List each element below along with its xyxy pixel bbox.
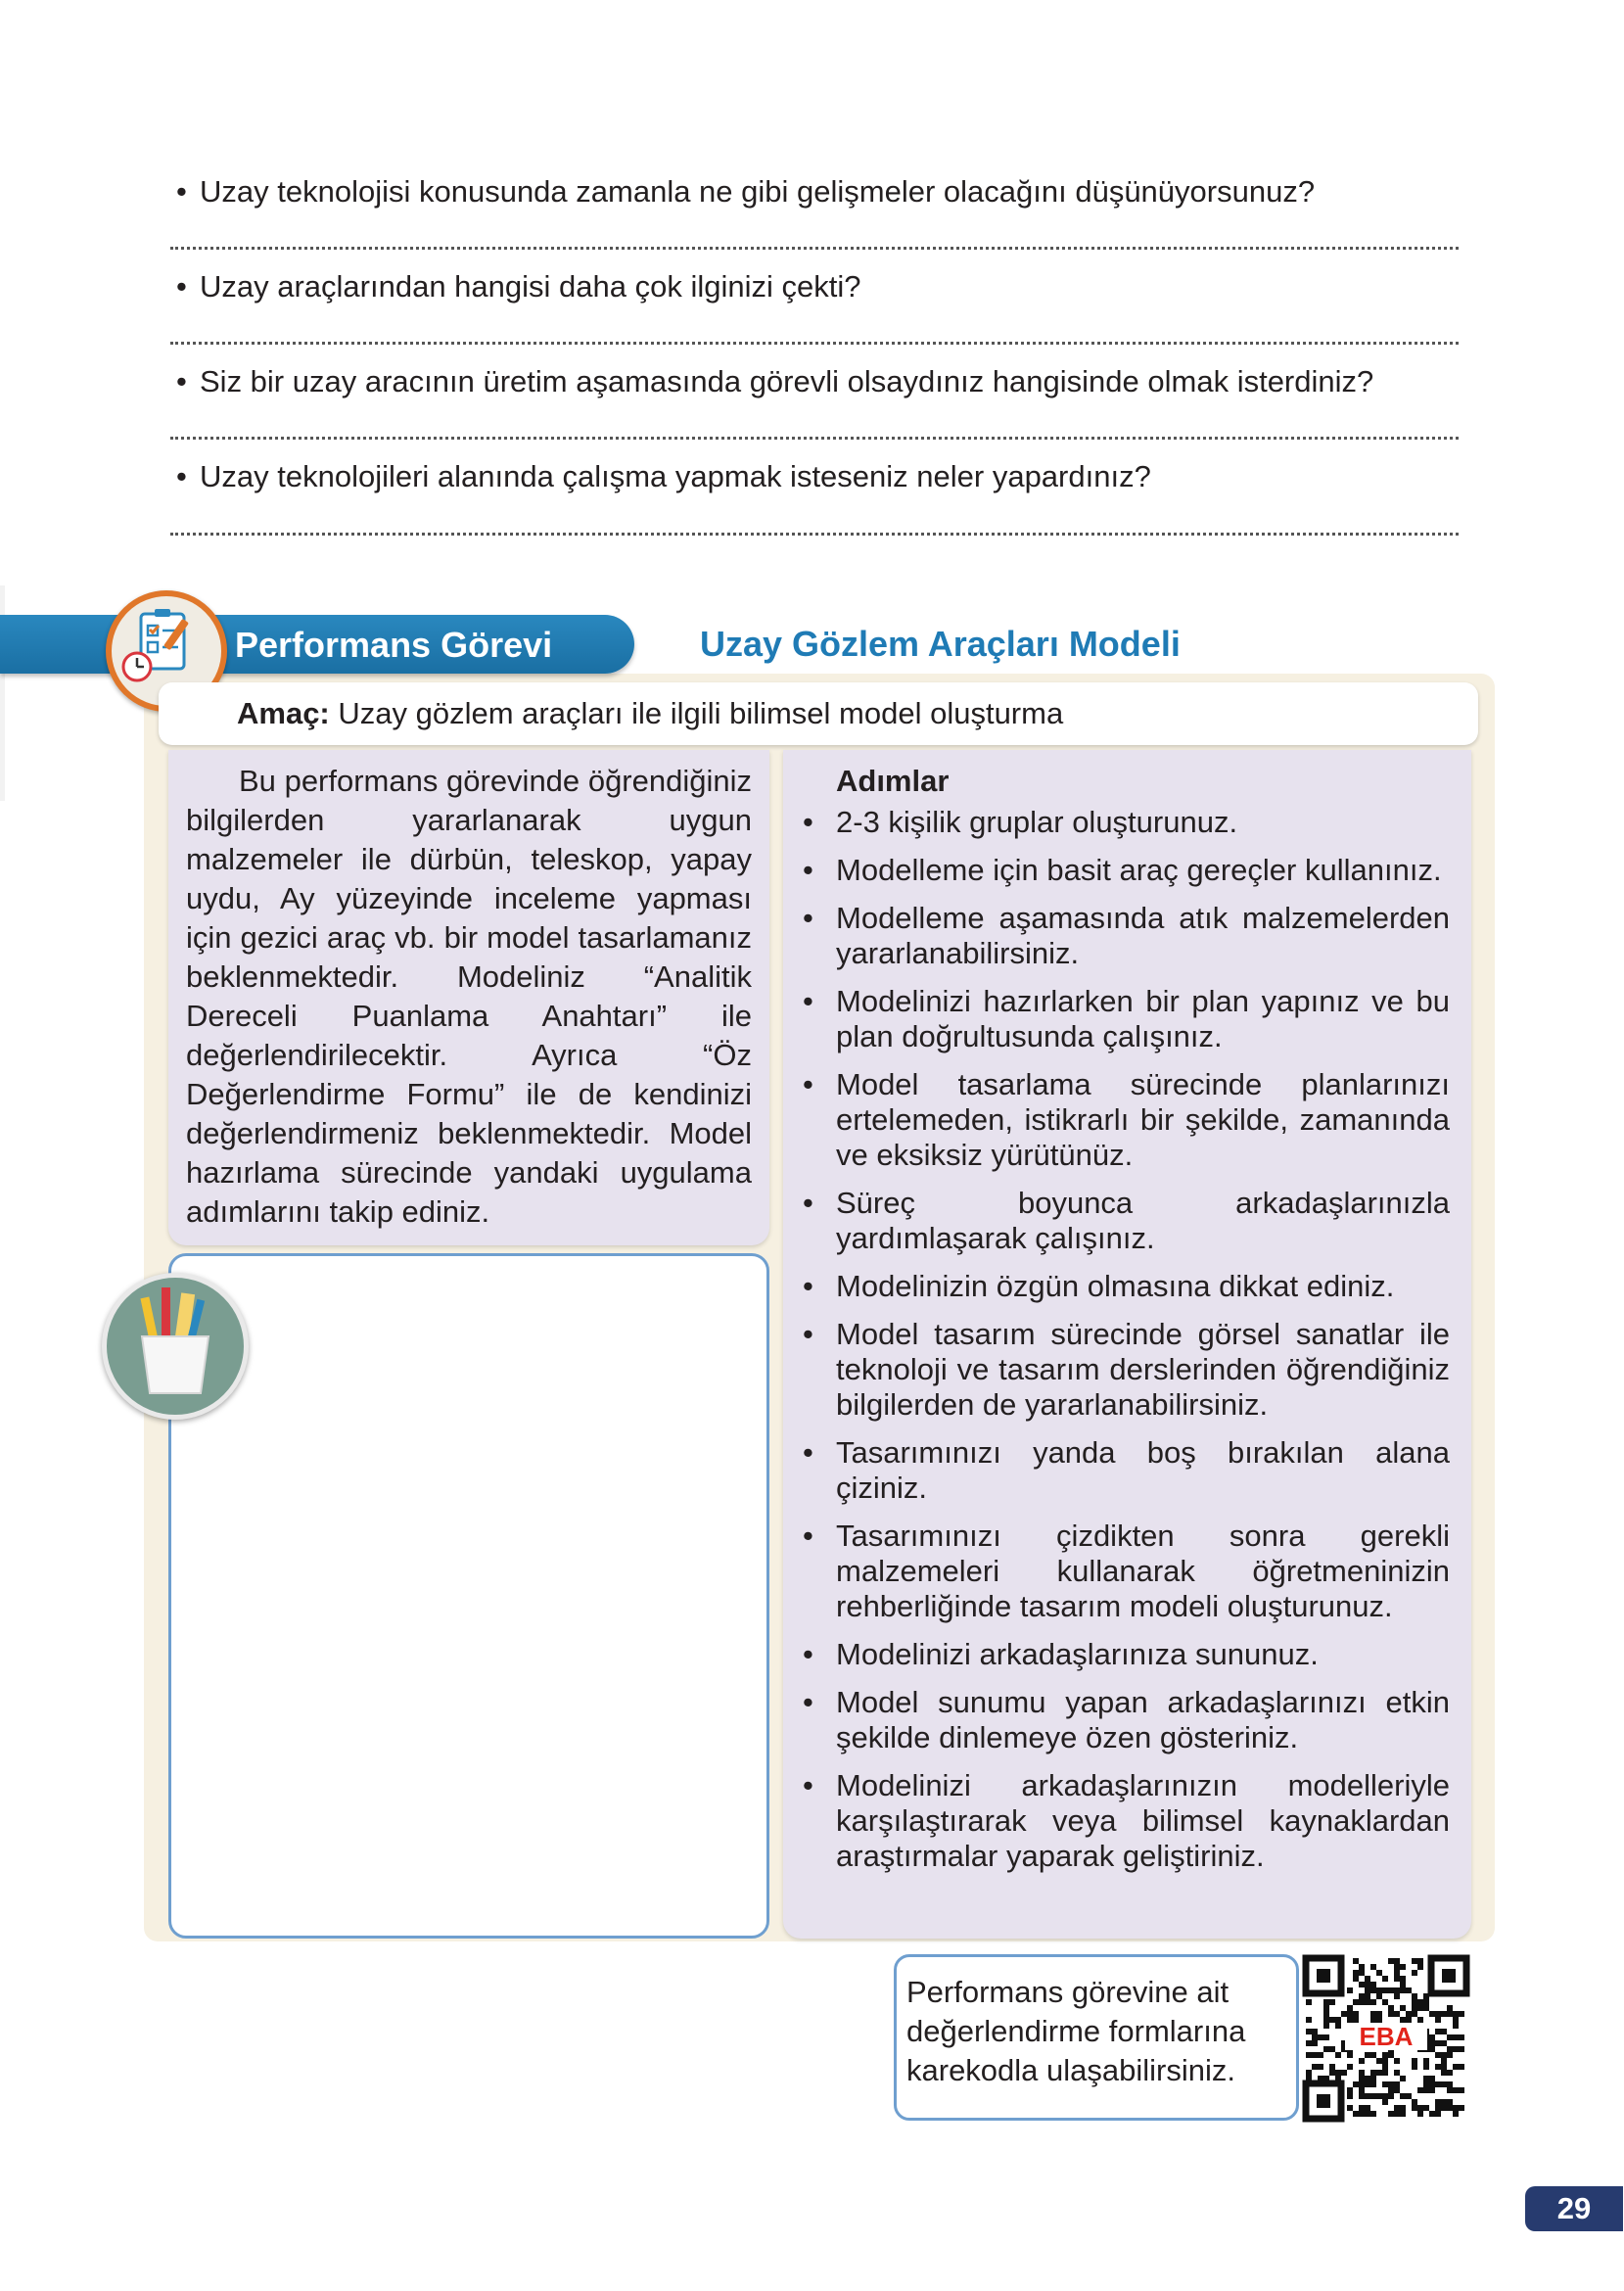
question-4: • Uzay teknolojileri alanında çalışma yapmak isteseniz neler yapardınız? bbox=[176, 459, 1151, 493]
performance-task-label: Performans Görevi bbox=[235, 625, 553, 665]
step-item: • Model tasarım sürecinde görsel sanatlar ile teknoloji ve tasarım derslerinden öğrendiğiniz bilgilerden de yararlanabilirsiniz. bbox=[803, 1317, 1450, 1422]
steps-list bbox=[801, 805, 1450, 1874]
steps-title: Adımlar bbox=[836, 764, 950, 798]
task-title: Uzay Gözlem Araçları Modeli bbox=[700, 624, 1181, 664]
step-item: • Model tasarlama sürecinde planlarınızı ertelemeden, istikrarlı bir şekilde, zamanında ve eksiksiz yürütünüz. bbox=[803, 1067, 1450, 1172]
eba-logo: EBA bbox=[1359, 2022, 1414, 2051]
aim-label: Amaç: bbox=[237, 696, 330, 730]
step-item: • Modelinizi arkadaşlarınızın modelleriyle karşılaştırarak veya bilimsel kaynaklardan araştırmalar yaparak geliştiriniz. bbox=[803, 1768, 1450, 1873]
steps-panel bbox=[783, 750, 1471, 1939]
answer-line-3[interactable] bbox=[170, 437, 1459, 440]
answer-line-2[interactable] bbox=[170, 342, 1459, 345]
question-2: • Uzay araçlarından hangisi daha çok ilginizi çekti? bbox=[176, 269, 861, 304]
intro-panel bbox=[168, 750, 769, 1245]
intro-text: Bu performans görevinde öğrendiğiniz bilgilerden yararlanarak uygun malzemeler ile dürbün, teleskop, yapay uydu, Ay yüzeyinde inceleme yapması için gezici araç vb. bir model tasarlamanız beklenmektedir. Modeliniz “Analitik Dereceli Puanlama Anahtarı” ile değerlendirilecektir. Ayrıca “Öz Değerlendirme Formu” ile de kendinizi değerlendirmeniz beklenmektedir. Model hazırlama sürecinde yandaki uygulama adımlarını takip ediniz. bbox=[186, 764, 752, 1229]
step-item: • Modelinizin özgün olmasına dikkat ediniz. bbox=[803, 1269, 1395, 1303]
step-item: • 2-3 kişilik gruplar oluşturunuz. bbox=[803, 805, 1238, 839]
step-item: • Model sunumu yapan arkadaşlarınızı etkin şekilde dinlemeye özen gösteriniz. bbox=[803, 1685, 1450, 1754]
answer-line-4[interactable] bbox=[170, 533, 1459, 536]
question-1: • Uzay teknolojisi konusunda zamanla ne gibi gelişmeler olacağını düşünüyorsunuz? bbox=[176, 174, 1316, 209]
qr-code-icon[interactable] bbox=[1302, 1954, 1470, 2123]
qr-note: Performans görevine ait değerlendirme formlarına karekodla ulaşabilirsiniz. bbox=[894, 1954, 1299, 2121]
step-item: • Tasarımınızı yanda boş bırakılan alana çiziniz. bbox=[803, 1435, 1450, 1505]
step-item: • Tasarımınızı çizdikten sonra gerekli malzemeleri kullanarak öğretmeninizin rehberliğinde tasarım modeli oluşturunuz. bbox=[803, 1519, 1450, 1623]
answer-line-1[interactable] bbox=[170, 247, 1459, 250]
page-number: 29 bbox=[1525, 2186, 1623, 2231]
step-item: • Modelinizi hazırlarken bir plan yapınız ve bu plan doğrultusunda çalışınız. bbox=[803, 984, 1450, 1053]
step-item: • Süreç boyunca arkadaşlarınızla yardımlaşarak çalışınız. bbox=[803, 1186, 1450, 1255]
step-item: • Modelleme aşamasında atık malzemelerden yararlanabilirsiniz. bbox=[803, 901, 1450, 970]
drawing-area[interactable] bbox=[168, 1253, 769, 1939]
aim-row bbox=[159, 682, 1478, 745]
aim-text: Uzay gözlem araçları ile ilgili bilimsel model oluşturma bbox=[338, 696, 1064, 730]
step-item: • Modelleme için basit araç gereçler kullanınız. bbox=[803, 853, 1442, 887]
step-item: • Modelinizi arkadaşlarınıza sununuz. bbox=[803, 1637, 1319, 1671]
question-3: • Siz bir uzay aracının üretim aşamasında görevli olsaydınız hangisinde olmak isterdiniz? bbox=[176, 364, 1374, 398]
pencil-cup-icon bbox=[102, 1273, 249, 1420]
